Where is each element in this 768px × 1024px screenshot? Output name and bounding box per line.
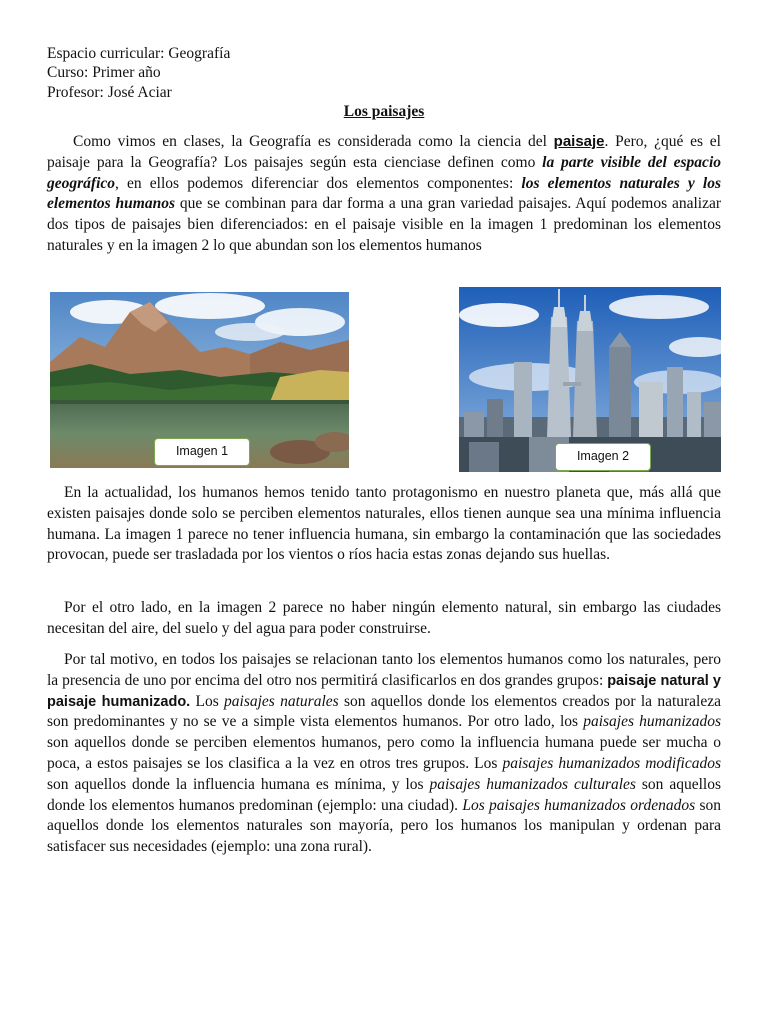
p1-term-paisaje: paisaje — [553, 133, 605, 150]
p4-text-m: son aquellos donde los elementos naturales son mayoría, pero los humanos los manipulan y ordenan para satisfacer sus necesidades (ejemplo: una zona rural). — [47, 796, 721, 856]
p4-term-natural: paisajes naturales — [224, 692, 339, 710]
p1-definition: la parte visible del espacio geográfico — [47, 153, 721, 192]
p4-term-cultural: paisajes humanizados culturales — [429, 775, 636, 793]
p4-two-groups: paisaje natural y paisaje humanizado. — [47, 672, 721, 710]
p4-term-modificado: paisajes humanizados modificados — [502, 754, 721, 772]
subject-line: Espacio curricular: Geografía — [47, 45, 231, 62]
p1-text-a: Como vimos en clases, la Geografía es considerada como la ciencia del — [73, 133, 554, 150]
p4-text-g: son aquellos donde se perciben elementos humanos, pero como la influencia humana puede ser mucha o poca, a estos paisajes se los clasifica a la vez en otros tres grupos. Los — [47, 734, 721, 772]
paragraph-human-influence: En la actualidad, los humanos hemos tenido tanto protagonismo en nuestro planeta que, más allá que existen paisajes donde solo se perciben elementos naturales, ellos tienen aunque sea una mínima influencia humana. La imagen 1 parece no tener influencia humana, sin embargo la contaminación que las sociedades provocan, puede ser trasladada por los vientos o ríos hacia estas zonas dejando sus huellas. — [47, 484, 721, 564]
p1-text-c: . Pero, ¿qué es el paisaje para la Geografía? Los paisajes según esta cienciase definen como — [47, 133, 721, 171]
page-title: Los paisajes — [343, 103, 425, 120]
p4-term-humanizado: paisajes humanizados — [583, 713, 721, 731]
p1-components: los elementos naturales y los elementos humanos — [47, 174, 721, 213]
p4-term-ordenado: Los paisajes humanizados ordenados — [462, 796, 696, 814]
image2-caption: Imagen 2 — [555, 443, 651, 471]
p4-text-a: Por tal motivo, en todos los paisajes se relacionan tanto los elementos humanos como los naturales, pero la presencia de uno por encima del otro nos permitirá clasificarlos en dos grandes grupos: — [47, 651, 721, 689]
p4-text-e: son aquellos donde los elementos creados por la naturaleza son predominantes y no se ve a simple vista elementos humanos. Por otro lado, los — [47, 692, 721, 731]
paragraph-classification — [47, 650, 721, 858]
paragraph-intro — [47, 132, 721, 257]
image1-caption: Imagen 1 — [154, 438, 250, 466]
p4-text-i: son aquellos donde la influencia humana es mínima, y los — [47, 775, 430, 793]
p1-text-g: que se combinan para dar forma a una gran variedad paisajes. Aquí podemos analizar dos tipos de paisajes bien diferenciados: en el paisaje visible en la imagen 1 predominan los elementos naturales y en la imagen 2 lo que abundan son los elementos humanos — [47, 195, 721, 254]
course-line: Curso: Primer año — [47, 64, 161, 81]
p1-text-e: , en ellos podemos diferenciar dos elementos componentes: — [115, 174, 522, 192]
p4-text-c: Los — [190, 692, 225, 710]
p4-text-k: son aquellos donde los elementos humanos predominan (ejemplo: una ciudad). — [47, 775, 721, 814]
paragraph-city-needs: Por el otro lado, en la imagen 2 parece no haber ningún elemento natural, sin embargo las ciudades necesitan del aire, del suelo y del agua para poder construirse. — [47, 599, 721, 637]
teacher-line: Profesor: José Aciar — [47, 84, 172, 101]
